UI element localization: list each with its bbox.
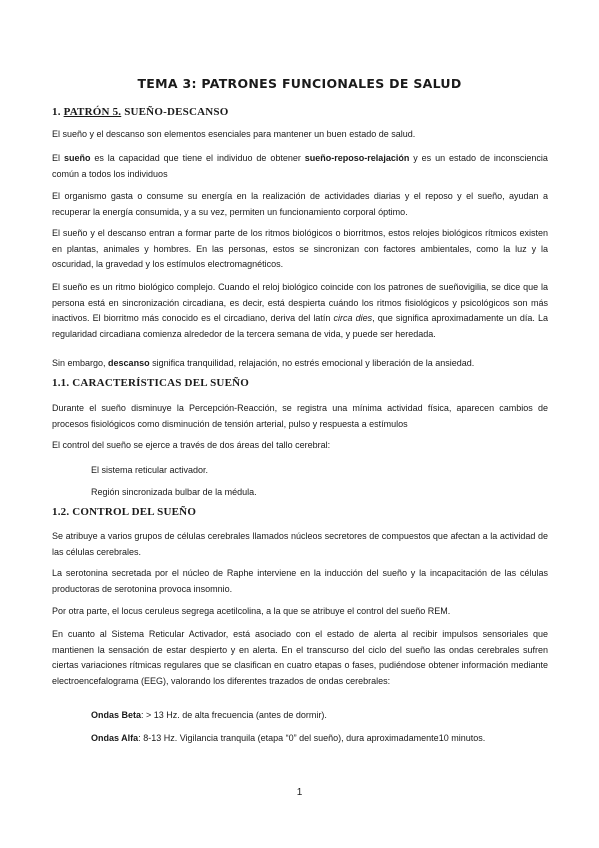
list-item-ondas-alfa: Ondas Alfa: 8-13 Hz. Vigilancia tranquila (etapa “0” del sueño), dura aproximadamente10 minutos. — [91, 733, 486, 743]
heading-section-1-1: 1.1. CARACTERÍSTICAS DEL SUEÑO — [52, 377, 250, 389]
bold-term: descanso — [108, 358, 150, 368]
paragraph: En cuanto al Sistema Reticular Activador, está asociado con el estado de alerta al recibir impulsos sensoriales que mantienen la sensación de estar despierto y en alerta. En el transcurso del ciclo del sueño las ondas cerebrales sufren ciertas variaciones rítmicas regulares que se clasifican en cuatro etapas o fases, pudiéndose obtener información mediante electroencefalograma (EEG), valorando los diferentes trazados de ondas cerebrales: — [52, 629, 548, 686]
paragraph: El sueño y el descanso entran a formar parte de los ritmos biológicos o biorritmos, estos relojes biológicos rítmicos existen en plantas, animales y hombres. En las personas, estos se sincronizan con factores ambientales, como la luz y la oscuridad, la gravedad y los estímulos electromagnéticos. — [52, 228, 548, 269]
heading-section-1 — [52, 106, 228, 118]
page-number: 1 — [296, 787, 303, 798]
list-item: Región sincronizada bulbar de la médula. — [91, 487, 257, 497]
paragraph: El control del sueño se ejerce a través de dos áreas del tallo cerebral: — [52, 440, 331, 450]
bold-term: sueño-reposo-relajación — [304, 153, 410, 163]
paragraph: El sueño es un ritmo biológico complejo. Cuando el reloj biológico coincide con los patrones de sueñovigilia, se dice que la persona está en sincronización circadiana, es decir, está despierta cuándo los ritmos fisiológicos y psicológicos son más inactivos. El biorritmo más conocido es el circadiano, deriva del latín circa dies, que significa aproximadamente un día. La regularidad circadiana comienza alrededor de la tercera semana de vida, y puede ser heredada. — [52, 282, 548, 339]
document-title: TEMA 3: PATRONES FUNCIONALES DE SALUD — [137, 76, 462, 91]
paragraph: El sueño es la capacidad que tiene el individuo de obtener sueño-reposo-relajación y es un estado de inconsciencia común a todos los individuos — [52, 153, 548, 179]
italic-term: circa dies — [333, 313, 373, 323]
bold-term: Ondas Beta — [91, 710, 142, 720]
paragraph: El organismo gasta o consume su energía en la realización de actividades diarias y el reposo y el sueño, ayudan a recuperar la energía consumida, y a su vez, permiten un funcionamiento corporal óptimo. — [52, 191, 548, 217]
paragraph: El sueño y el descanso son elementos esenciales para mantener un buen estado de salud. — [52, 129, 416, 139]
paragraph: La serotonina secretada por el núcleo de Raphe interviene en la inducción del sueño y la incapacitación de las células productoras de serotonina provoca insomnio. — [52, 568, 548, 594]
paragraph: Por otra parte, el locus ceruleus segrega acetilcolina, a la que se atribuye el control del sueño REM. — [52, 606, 451, 616]
bold-term: sueño — [63, 153, 91, 163]
heading-number: 1. — [52, 106, 61, 118]
paragraph: Se atribuye a varios grupos de células cerebrales llamados núcleos secretores de compuestos que afectan a la actividad de las células cerebrales. — [52, 531, 548, 557]
list-item-ondas-beta: Ondas Beta: > 13 Hz. de alta frecuencia (antes de dormir). — [91, 710, 327, 720]
heading-section-1-2: 1.2. CONTROL DEL SUEÑO — [52, 506, 197, 518]
paragraph: Sin embargo, descanso significa tranquilidad, relajación, no estrés emocional y liberación de la ansiedad. — [52, 358, 475, 368]
heading-patron: PATRÓN 5. — [63, 106, 122, 118]
paragraph: Durante el sueño disminuye la Percepción-Reacción, se registra una mínima actividad física, aparecen cambios de procesos fisiológicos como disminución de tensión arterial, pulso y respuesta a estímulos — [52, 403, 548, 429]
list-item: El sistema reticular activador. — [91, 465, 209, 475]
bold-term: Ondas Alfa — [91, 733, 139, 743]
heading-text: SUEÑO-DESCANSO — [124, 106, 229, 118]
